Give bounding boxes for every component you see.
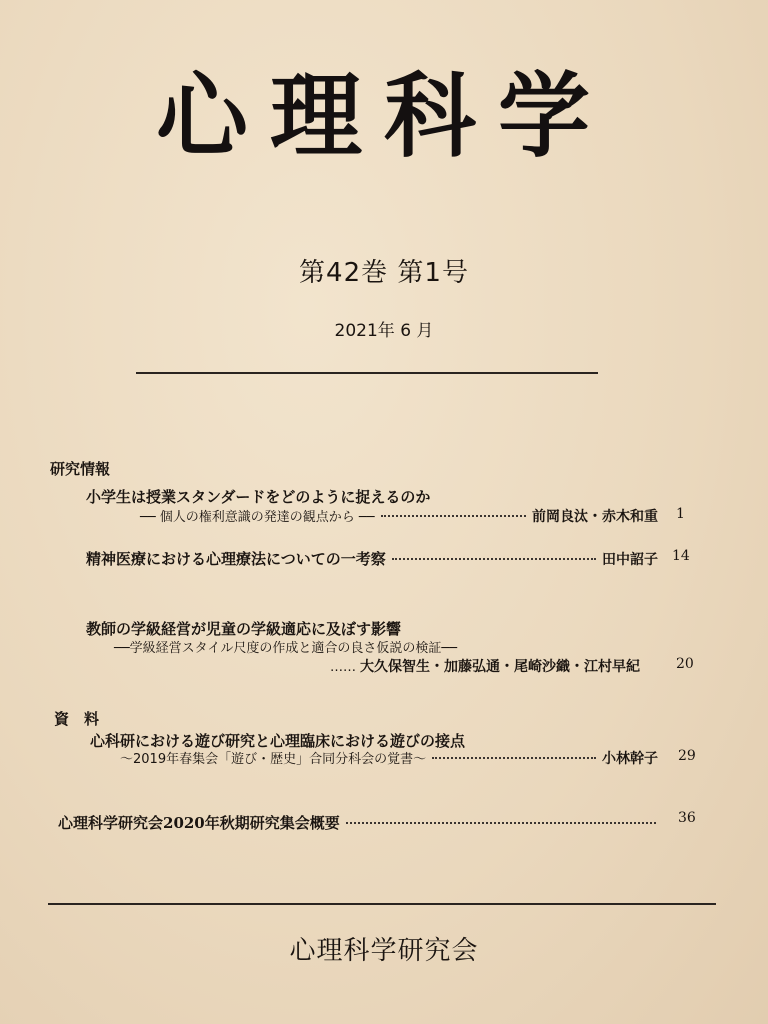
publication-date: 2021年 6 月 [334, 321, 434, 341]
page-number: 1 [676, 506, 685, 522]
volume-issue: 第42巻 第1号 [299, 258, 469, 288]
dot-leader [392, 558, 596, 560]
article-authors: 田中詔子 [602, 552, 658, 568]
article-subtitle: ── 個人の権利意識の発達の観点から ── [140, 510, 375, 525]
dot-leader [381, 515, 526, 517]
top-divider [136, 372, 598, 374]
toc-entry-line [58, 812, 662, 833]
toc-entry-line [120, 748, 658, 768]
section-heading-research-info: 研究情報 [50, 460, 111, 478]
page-number: 29 [678, 748, 696, 764]
article-title[interactable]: 小学生は授業スタンダードをどのように捉えるのか [86, 488, 431, 506]
article-title[interactable]: 教師の学級経営が児童の学級適応に及ぼす影響 [86, 620, 402, 638]
dot-leader [432, 757, 596, 759]
article-authors: 大久保智生・加藤弘通・尾崎沙織・江村早紀 [360, 659, 640, 675]
journal-title: 心理科学 [155, 62, 612, 170]
article-title[interactable]: 心科研における遊び研究と心理臨床における遊びの接点 [90, 732, 466, 750]
dot-leader-prefix: …… [330, 660, 356, 675]
article-subtitle: ～2019年春集会「遊び・歴史」合同分科会の覚書～ [120, 752, 427, 767]
article-authors: 小林幹子 [602, 751, 658, 767]
page-number: 14 [672, 548, 690, 564]
page-number: 20 [676, 656, 694, 672]
toc-entry-line [330, 656, 658, 676]
dot-leader [346, 822, 656, 824]
bottom-divider [48, 903, 716, 905]
toc-entry-line [140, 506, 658, 526]
publisher-name: 心理科学研究会 [289, 936, 479, 966]
article-authors: 前岡良汰・赤木和重 [532, 509, 658, 525]
article-title[interactable]: 心理科学研究会2020年秋期研究集会概要 [58, 814, 340, 832]
page-number: 36 [678, 810, 696, 826]
article-subtitle: ──学級経営スタイル尺度の作成と適合の良さ仮説の検証── [114, 641, 458, 656]
toc-entry-line [86, 548, 658, 569]
section-heading-materials: 資 料 [54, 710, 100, 728]
article-title[interactable]: 精神医療における心理療法についての一考察 [86, 550, 386, 568]
